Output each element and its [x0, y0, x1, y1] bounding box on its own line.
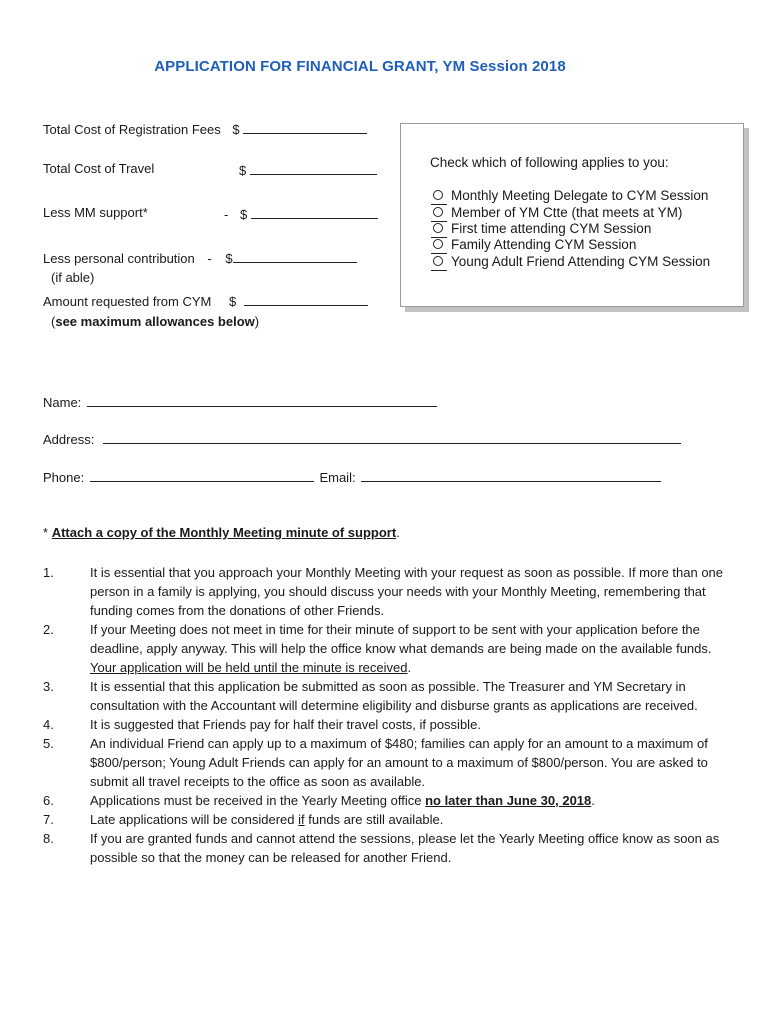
attach-note	[43, 525, 400, 540]
list-item-number: 2.	[43, 622, 54, 637]
list-item	[43, 677, 733, 715]
applies-checklist-box	[400, 123, 744, 307]
list-item-number: 7.	[43, 812, 54, 827]
list-item	[43, 620, 733, 677]
paren-open: (	[51, 314, 56, 329]
currency-sign: $	[228, 294, 237, 309]
amount-requested-label: Amount requested from CYM	[43, 294, 212, 309]
checklist-option[interactable]	[431, 221, 651, 236]
list-item-number: 5.	[43, 736, 54, 751]
phone-field[interactable]	[90, 468, 314, 482]
list-item-number: 4.	[43, 717, 54, 732]
radio-button[interactable]	[431, 255, 449, 269]
phone-label: Phone:	[43, 470, 85, 485]
list-item	[43, 563, 733, 620]
requested-row	[43, 292, 368, 309]
form-title: APPLICATION FOR FINANCIAL GRANT, YM Session 2018	[154, 58, 566, 75]
currency-sign: $	[239, 163, 247, 178]
amount-requested-field[interactable]	[244, 292, 368, 306]
attach-period: .	[396, 525, 400, 540]
underlined-text: Your application will be held until the minute is received	[90, 660, 408, 675]
registration-fees-field[interactable]	[243, 120, 367, 134]
currency-sign: $	[239, 207, 248, 222]
checklist-option-label: Monthly Meeting Delegate to CYM Session	[451, 188, 709, 203]
checklist-option-label: Young Adult Friend Attending CYM Session	[451, 254, 711, 269]
list-item	[43, 829, 733, 867]
list-item-text: An individual Friend can apply up to a maximum of $480; families can apply for an amount to a maximum of $800/person; Young Adult Friends can apply for an amount to a maximum of $800/person. You are asked to submit all travel receipts to the office as soon as available.	[90, 736, 708, 789]
phone-email-row	[43, 468, 661, 485]
checklist-option-label: Member of YM Ctte (that meets at YM)	[451, 205, 683, 220]
list-item	[43, 791, 733, 810]
max-allowances-note: see maximum allowances below	[55, 314, 255, 329]
radio-circle-icon	[433, 239, 443, 249]
minus-sign: -	[224, 207, 229, 222]
personal-contribution-field[interactable]	[233, 249, 357, 263]
radio-button[interactable]	[431, 238, 449, 252]
name-row	[43, 393, 437, 410]
list-item-text: If you are granted funds and cannot attend the sessions, please let the Yearly Meeting office know as soon as possible so that the money can be released for another Friend.	[90, 831, 720, 865]
deadline-text: no later than June 30, 2018	[425, 793, 592, 808]
name-field[interactable]	[87, 393, 437, 407]
radio-button[interactable]	[431, 222, 449, 236]
underlined-text: if	[298, 812, 305, 827]
list-item	[43, 734, 733, 791]
checklist-option-label: Family Attending CYM Session	[451, 237, 637, 252]
address-field[interactable]	[103, 430, 681, 444]
checklist-option[interactable]	[431, 254, 710, 269]
list-item	[43, 715, 733, 734]
address-label: Address:	[43, 432, 95, 447]
radio-circle-icon	[433, 190, 443, 200]
list-item-text: Applications must be received in the Yearly Meeting office no later than June 30, 2018.	[90, 793, 595, 808]
travel-amount	[239, 161, 377, 178]
personal-sub: (if able)	[51, 270, 95, 285]
travel-row	[43, 161, 154, 176]
radio-circle-icon	[433, 256, 443, 266]
list-item-number: 3.	[43, 679, 54, 694]
checklist-option[interactable]	[431, 237, 636, 252]
list-item-number: 1.	[43, 565, 54, 580]
registration-label: Total Cost of Registration Fees	[43, 122, 221, 137]
radio-button[interactable]	[431, 206, 449, 220]
list-item-number: 8.	[43, 831, 54, 846]
personal-row	[43, 249, 357, 266]
mm-support-row	[43, 205, 148, 220]
name-label: Name:	[43, 395, 82, 410]
attach-note-text: Attach a copy of the Monthly Meeting minute of support	[51, 525, 397, 540]
list-item-text: Late applications will be considered if funds are still available.	[90, 812, 444, 827]
list-item	[43, 810, 733, 829]
travel-label: Total Cost of Travel	[43, 161, 155, 176]
email-field[interactable]	[361, 468, 661, 482]
checklist-option-label: First time attending CYM Session	[451, 221, 652, 236]
minus-sign: -	[207, 251, 212, 266]
address-row	[43, 430, 681, 447]
checklist-title: Check which of following applies to you:	[430, 155, 669, 170]
list-item-text: If your Meeting does not meet in time for their minute of support to be sent with your application before the deadline, apply anyway. This will help the office know what demands are being made on the available funds. Your application will be held until the minute is received.	[90, 622, 712, 675]
requested-sub-row	[51, 314, 259, 329]
mm-support-amount	[224, 205, 378, 222]
checklist-option[interactable]	[431, 205, 682, 220]
list-item-text: It is essential that you approach your Monthly Meeting with your request as soon as possible. If more than one person in a family is applying, you should discuss your needs with your Monthly Meeting, remembering that funding comes from the donations of other Friends.	[90, 565, 724, 618]
radio-button[interactable]	[431, 189, 449, 203]
registration-row	[43, 120, 367, 137]
rules-list	[43, 563, 733, 867]
list-item-number: 6.	[43, 793, 54, 808]
currency-sign: $	[225, 251, 233, 266]
currency-sign: $	[232, 122, 240, 137]
list-item-text: It is suggested that Friends pay for half their travel costs, if possible.	[90, 717, 481, 732]
checklist-option[interactable]	[431, 188, 708, 203]
mm-support-label: Less MM support*	[43, 205, 148, 220]
radio-underline	[431, 270, 447, 271]
personal-contribution-label: Less personal contribution	[43, 251, 195, 266]
travel-cost-field[interactable]	[250, 161, 377, 175]
mm-support-field[interactable]	[251, 205, 378, 219]
radio-circle-icon	[433, 207, 443, 217]
paren-close: )	[254, 314, 260, 329]
attach-star: *	[43, 525, 49, 540]
radio-circle-icon	[433, 223, 443, 233]
email-label: Email:	[319, 470, 356, 485]
list-item-text: It is essential that this application be submitted as soon as possible. The Treasurer and YM Secretary in consultation with the Accountant will determine eligibility and disburse grants as applications are received.	[90, 679, 698, 713]
